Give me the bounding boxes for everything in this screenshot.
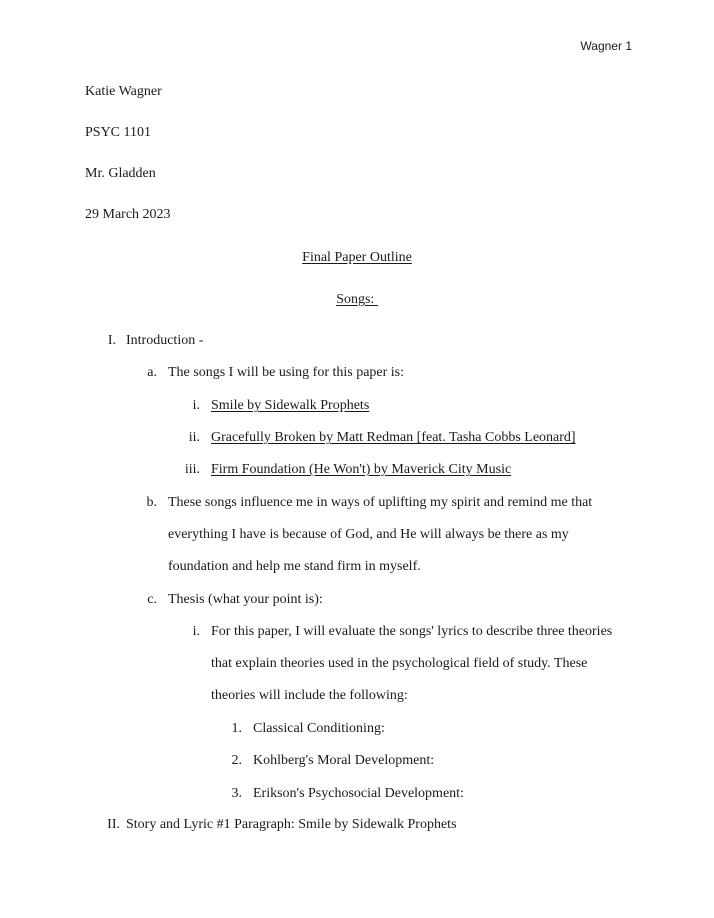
document-date: 29 March 2023 [85,207,171,222]
outline-section-2-text: Story and Lyric #1 Paragraph: Smile by Sidewalk Prophets [126,817,457,832]
author-name: Katie Wagner [85,84,162,99]
document-subtitle: Songs: [336,292,378,307]
outline-marker-b: b. [146,495,157,510]
song-title-gracefully-broken: Gracefully Broken by Matt Redman [feat. Tasha Cobbs Leonard] [211,430,576,445]
theory-kohlberg: Kohlberg's Moral Development: [253,753,435,768]
page-header-label: Wagner 1 [580,39,632,53]
outline-b-line-3: foundation and help me stand firm in myself. [168,559,421,574]
song-marker-iii: iii. [184,462,200,477]
document-title: Final Paper Outline [302,250,412,265]
theory-erikson: Erikson's Psychosocial Development: [253,786,464,801]
outline-marker-II: II. [107,817,120,832]
document-subtitle-row [0,291,714,309]
song-marker-ii: ii. [188,430,200,445]
course-code: PSYC 1101 [85,125,152,140]
song-item [211,397,369,415]
outline-marker-a: a. [147,365,157,380]
thesis-line-2: that explain theories used in the psychological field of study. These [211,656,588,671]
outline-marker-I: I. [107,333,116,348]
song-item [211,461,511,479]
thesis-line-1: For this paper, I will evaluate the songs' lyrics to describe three theories [211,624,613,639]
theory-marker-2: 2. [231,753,242,768]
song-marker-i: i. [192,398,200,413]
instructor-name: Mr. Gladden [85,166,156,181]
outline-b-line-1: These songs influence me in ways of uplifting my spirit and remind me that [168,495,593,510]
outline-section-1-text: Introduction - [126,333,204,348]
theory-marker-3: 3. [231,786,242,801]
outline-marker-c: c. [147,592,157,607]
outline-c-text: Thesis (what your point is): [168,592,323,607]
document-title-row [0,249,714,267]
outline-a-text: The songs I will be using for this paper is: [168,365,405,380]
song-title-smile: Smile by Sidewalk Prophets [211,398,370,413]
theory-marker-1: 1. [231,721,242,736]
song-item [211,429,576,447]
thesis-marker-i: i. [192,624,200,639]
thesis-line-3: theories will include the following: [211,688,408,703]
outline-b-line-2: everything I have is because of God, and He will always be there as my [168,527,569,542]
song-title-firm-foundation: Firm Foundation (He Won't) by Maverick City Music [211,462,512,477]
theory-classical-conditioning: Classical Conditioning: [253,721,385,736]
